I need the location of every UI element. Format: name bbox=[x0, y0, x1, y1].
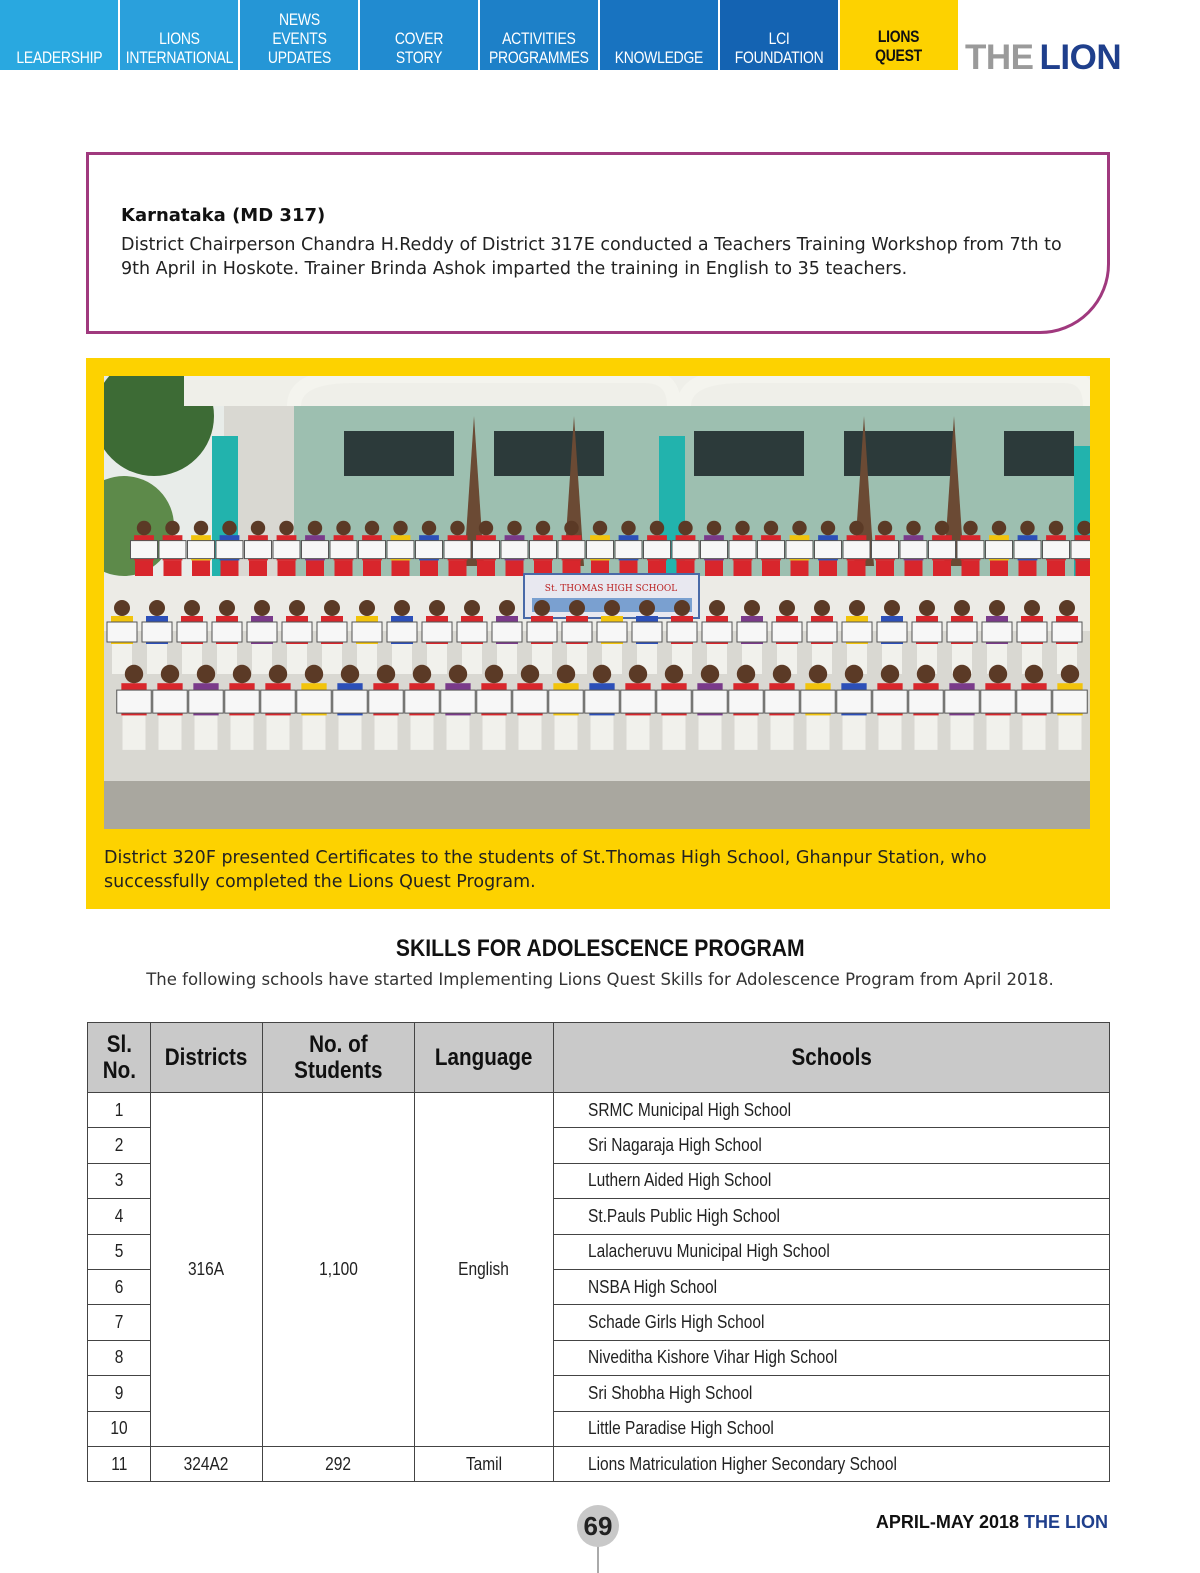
logo-lion: LION bbox=[1039, 38, 1122, 77]
footer-issue-date: APRIL-MAY 2018 bbox=[875, 1512, 1019, 1532]
nav-tab-knowledge[interactable] bbox=[600, 0, 718, 70]
photo-caption: District 320F presented Certificates to the students of St.Thomas High School, Ghanpur Station, who successfully completed the Lions Quest Program. bbox=[104, 848, 987, 892]
nav-tab-label: LIONS QUEST bbox=[875, 27, 923, 65]
section-title bbox=[0, 935, 1200, 963]
cell-students: 1,100 bbox=[263, 1093, 415, 1447]
section-nav bbox=[0, 0, 962, 70]
nav-tab-label: LIONS INTERNATIONAL bbox=[125, 29, 233, 67]
cell-school: SRMC Municipal High School bbox=[554, 1093, 1110, 1128]
footer-issue bbox=[876, 1512, 1108, 1533]
table-row bbox=[88, 1446, 1110, 1481]
cell-school: NSBA High School bbox=[554, 1269, 1110, 1304]
cell-school: Little Paradise High School bbox=[554, 1411, 1110, 1446]
cell-school: Sri Nagaraja High School bbox=[554, 1128, 1110, 1163]
cell-district: 324A2 bbox=[151, 1446, 263, 1481]
header-students: No. of Students bbox=[263, 1023, 415, 1093]
header-districts: Districts bbox=[151, 1023, 263, 1093]
section-title-text: SKILLS FOR ADOLESCENCE PROGRAM bbox=[395, 935, 805, 962]
cell-sl-no: 4 bbox=[88, 1199, 151, 1234]
footer-magazine-name: THE LION bbox=[1024, 1512, 1108, 1532]
section-subtitle: The following schools have started Implementing Lions Quest Skills for Adolescence Program from April 2018. bbox=[146, 970, 1054, 989]
nav-tab-label: COVER STORY bbox=[394, 29, 444, 67]
logo-the: THE bbox=[965, 38, 1034, 77]
cell-sl-no: 6 bbox=[88, 1269, 151, 1304]
cell-sl-no: 11 bbox=[88, 1446, 151, 1481]
page-number: 69 bbox=[577, 1505, 619, 1547]
cell-school: St.Pauls Public High School bbox=[554, 1199, 1110, 1234]
cell-sl-no: 10 bbox=[88, 1411, 151, 1446]
nav-tab-leadership[interactable] bbox=[0, 0, 118, 70]
karnataka-news-box bbox=[86, 152, 1110, 334]
nav-tab-label: LCI FOUNDATION bbox=[734, 29, 824, 67]
cell-school: Niveditha Kishore Vihar High School bbox=[554, 1340, 1110, 1375]
cell-school: Schade Girls High School bbox=[554, 1305, 1110, 1340]
cell-students: 292 bbox=[263, 1446, 415, 1481]
header-schools: Schools bbox=[554, 1023, 1110, 1093]
nav-tab-label: NEWS EVENTS UPDATES bbox=[267, 10, 331, 67]
table-header-row bbox=[88, 1023, 1110, 1093]
cell-school: Luthern Aided High School bbox=[554, 1163, 1110, 1198]
magazine-logo bbox=[965, 38, 1121, 78]
news-body: District Chairperson Chandra H.Reddy of District 317E conducted a Teachers Training Workshop from 7th to 9th April in Hoskote. Trainer Brinda Ashok imparted the training in English to 35 teachers. bbox=[121, 235, 1062, 279]
cell-sl-no: 8 bbox=[88, 1340, 151, 1375]
cell-school: Lions Matriculation Higher Secondary School bbox=[554, 1446, 1110, 1481]
schools-table bbox=[87, 1022, 1110, 1482]
nav-tab-lions-quest[interactable] bbox=[840, 0, 958, 70]
nav-tab-lci-foundation[interactable] bbox=[720, 0, 838, 70]
nav-tab-label: LEADERSHIP bbox=[16, 48, 102, 67]
group-photo bbox=[104, 376, 1090, 829]
table-row bbox=[88, 1093, 1110, 1128]
nav-tab-lions-international[interactable] bbox=[120, 0, 238, 70]
nav-tab-news-events-updates[interactable] bbox=[240, 0, 358, 70]
cell-district: 316A bbox=[151, 1093, 263, 1447]
cell-sl-no: 1 bbox=[88, 1093, 151, 1128]
nav-tab-label: ACTIVITIES PROGRAMMES bbox=[489, 29, 589, 67]
photo-panel bbox=[86, 358, 1110, 909]
cell-school: Lalacheruvu Municipal High School bbox=[554, 1234, 1110, 1269]
cell-sl-no: 2 bbox=[88, 1128, 151, 1163]
cell-sl-no: 3 bbox=[88, 1163, 151, 1198]
cell-school: Sri Shobha High School bbox=[554, 1376, 1110, 1411]
header-language: Language bbox=[415, 1023, 554, 1093]
school-banner-text: St. THOMAS HIGH SCHOOL bbox=[544, 584, 678, 594]
nav-tab-activities-programmes[interactable] bbox=[480, 0, 598, 70]
header-sl-no: Sl. No. bbox=[88, 1023, 151, 1093]
cell-language: English bbox=[415, 1093, 554, 1447]
cell-language: Tamil bbox=[415, 1446, 554, 1481]
cell-sl-no: 7 bbox=[88, 1305, 151, 1340]
page-number-line bbox=[597, 1545, 599, 1573]
group-photo-illustration bbox=[104, 376, 1090, 829]
cell-sl-no: 9 bbox=[88, 1376, 151, 1411]
cell-sl-no: 5 bbox=[88, 1234, 151, 1269]
nav-tab-label: KNOWLEDGE bbox=[614, 48, 704, 67]
nav-tab-cover-story[interactable] bbox=[360, 0, 478, 70]
news-heading: Karnataka (MD 317) bbox=[121, 205, 326, 226]
